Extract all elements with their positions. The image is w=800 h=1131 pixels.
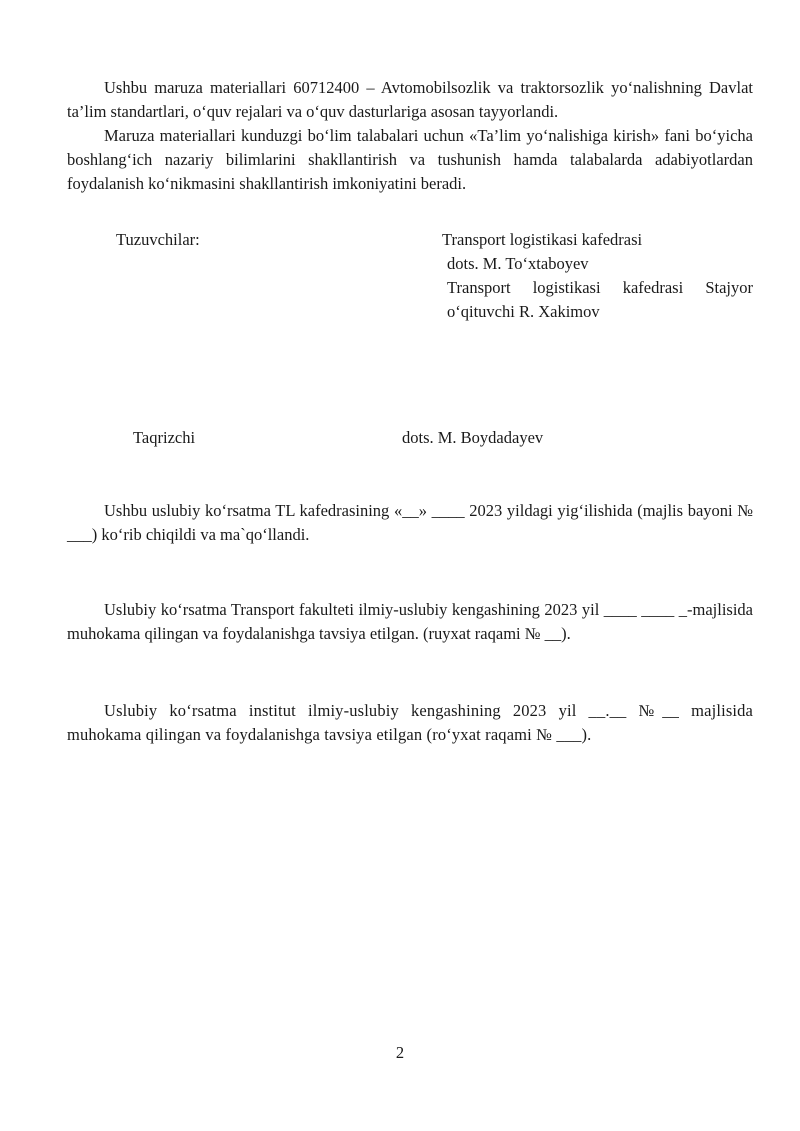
authors-label: Tuzuvchilar:	[116, 230, 200, 249]
author-department: Transport logistikasi kafedrasi	[442, 230, 643, 249]
page-number: 2	[395, 1043, 405, 1062]
approval-institute: Uslubiy ko‘rsatma institut ilmiy-uslubiy kengashining 2023 yil __.__ №__ majlisida muhokama qilingan va foydalanishga tavsiya etilgan (ro‘yxat raqami № ___).	[67, 701, 753, 744]
approval-faculty: Uslubiy ko‘rsatma Transport fakulteti ilmiy-uslubiy kengashining 2023 yil ____ ____ _-majlisida muhokama qilingan va foydalanishga tavsiya etilgan. (ruyxat raqami № __).	[67, 600, 753, 643]
author-2: Transport logistikasi kafedrasi Stajyor o‘qituvchi R. Xakimov	[447, 278, 753, 321]
author-1: dots. M. To‘xtaboyev	[447, 254, 589, 273]
approval-department: Ushbu uslubiy ko‘rsatma TL kafedrasining «__» ____ 2023 yildagi yig‘ilishida (majlis bayoni № ___) ko‘rib chiqildi va ma`qo‘llandi.	[67, 501, 753, 544]
reviewer-name: dots. M. Boydadayev	[402, 428, 544, 447]
intro-paragraph-1: Ushbu maruza materiallari 60712400 – Avtomobilsozlik va traktorsozlik yo‘nalishning Davlat ta’lim standartlari, o‘quv rejalari va o‘quv dasturlariga asosan tayyorlandi.	[67, 78, 753, 121]
intro-paragraph-2: Maruza materiallari kunduzgi bo‘lim talabalari uchun «Ta’lim yo‘nalishiga kirish» fani bo‘yicha boshlang‘ich nazariy bilimlarini shakllantirish va tushunish hamda talabalarda adabiyotlardan foydalanish ko‘nikmasini shakllantirish imkoniyatini beradi.	[67, 126, 753, 193]
reviewer-label: Taqrizchi	[133, 428, 196, 447]
authors-block	[442, 228, 753, 324]
